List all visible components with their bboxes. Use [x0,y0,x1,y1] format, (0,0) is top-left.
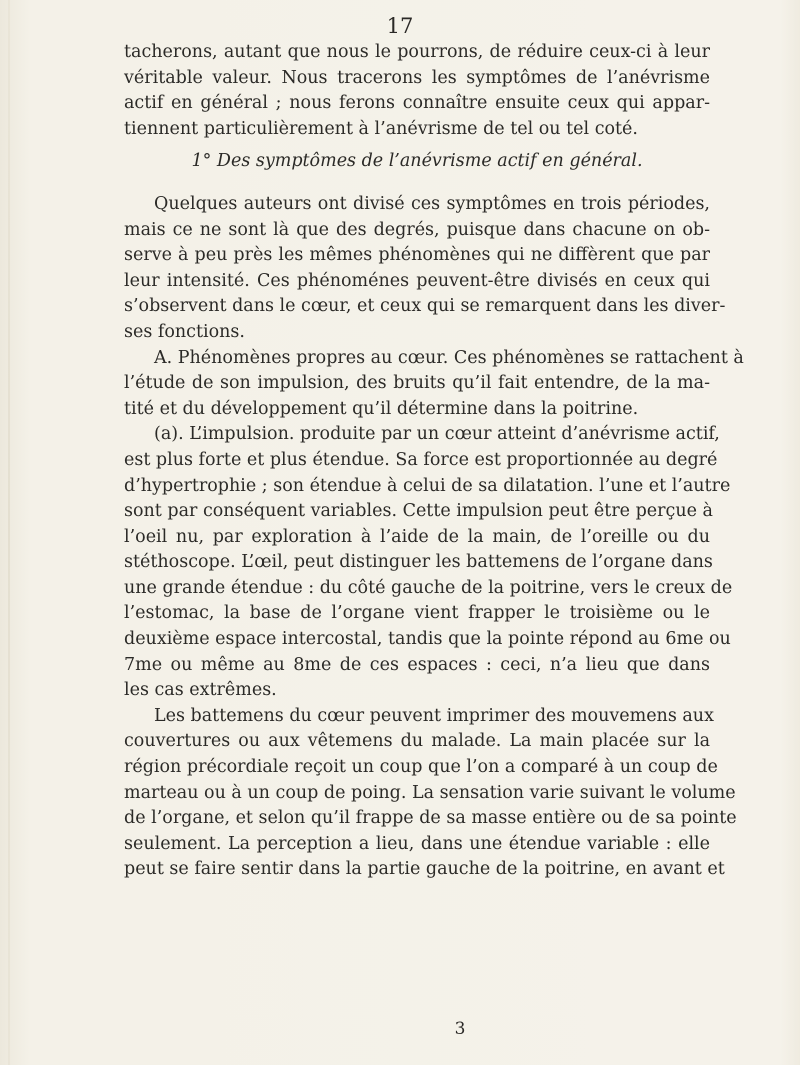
text-line: marteau ou à un coup de poing. La sensation varie suivant le volume [124,782,736,803]
text-line: l’étude de son impulsion, des bruits qu’il fait entendre, de la ma- [124,373,710,394]
text-line: s’observent dans le cœur, et ceux qui se remarquent dans les diver- [124,296,726,317]
text-line: tacherons, autant que nous le pourrons, de réduire ceux-ci à leur [124,42,710,62]
text-line: couvertures ou aux vêtemens du malade. La main placée sur la [124,731,710,752]
text-line: Quelques auteurs ont divisé ces symptômes en trois périodes, [154,193,710,214]
text-line: tiennent particulièrement à l’anévrisme de tel ou tel coté. [124,118,638,139]
text-line: leur intensité. Ces phénoménes peuvent-être divisés en ceux qui [124,270,710,291]
text-line: sont par conséquent variables. Cette impulsion peut être perçue à [124,501,713,522]
text-line: tité et du développement qu’il détermine dans la poitrine. [124,398,639,419]
text-line: (a). L’impulsion. produite par un cœur atteint d’anévrisme actif, [154,424,720,445]
text-line: région précordiale reçoit un coup que l’on a comparé à un coup de [124,757,718,778]
text-line: l’estomac, la base de l’organe vient frapper le troisième ou le [124,603,710,624]
text-line: A. Phénomènes propres au cœur. Ces phénomènes se rattachent à [154,347,744,368]
text-line: d’hypertrophie ; son étendue à celui de sa dilatation. l’une et l’autre [124,475,731,496]
text-line: les cas extrêmes. [124,680,277,701]
text-line: de l’organe, et selon qu’il frappe de sa masse entière ou de sa pointe [124,808,737,829]
text-line: deuxième espace intercostal, tandis que la pointe répond au 6me ou [124,629,731,650]
section-heading: 1° Des symptômes de l’anévrisme actif en général. [191,151,643,172]
text-line: une grande étendue : du côté gauche de la poitrine, vers le creux de [124,577,733,598]
text-line: 7me ou même au 8me de ces espaces : ceci, n’a lieu que dans [124,654,710,675]
text-line: serve à peu près les mêmes phénomènes qui ne diffèrent que par [124,245,710,266]
text-line: mais ce ne sont là que des degrés, puisque dans chacune on ob- [124,219,710,240]
page-number: 17 [386,14,414,38]
text-line: est plus forte et plus étendue. Sa force est proportionnée au degré [124,449,718,470]
binding-gutter [8,0,10,1065]
text-line: l’oeil nu, par exploration à l’aide de la main, de l’oreille ou du [124,526,710,547]
text-line: peut se faire sentir dans la partie gauche de la poitrine, en avant et [124,859,725,880]
text-line: stéthoscope. L’œil, peut distinguer les battemens de l’organe dans [124,552,713,573]
text-line: seulement. La perception a lieu, dans une étendue variable : elle [124,833,710,854]
text-line: Les battemens du cœur peuvent imprimer des mouvemens aux [154,705,714,726]
text-line: ses fonctions. [124,321,245,342]
signature-mark: 3 [454,1019,466,1039]
text-line: véritable valeur. Nous tracerons les symptômes de l’anévrisme [124,67,710,88]
text-line: actif en général ; nous ferons connaître ensuite ceux qui appar- [124,93,710,114]
body-text [124,40,744,883]
